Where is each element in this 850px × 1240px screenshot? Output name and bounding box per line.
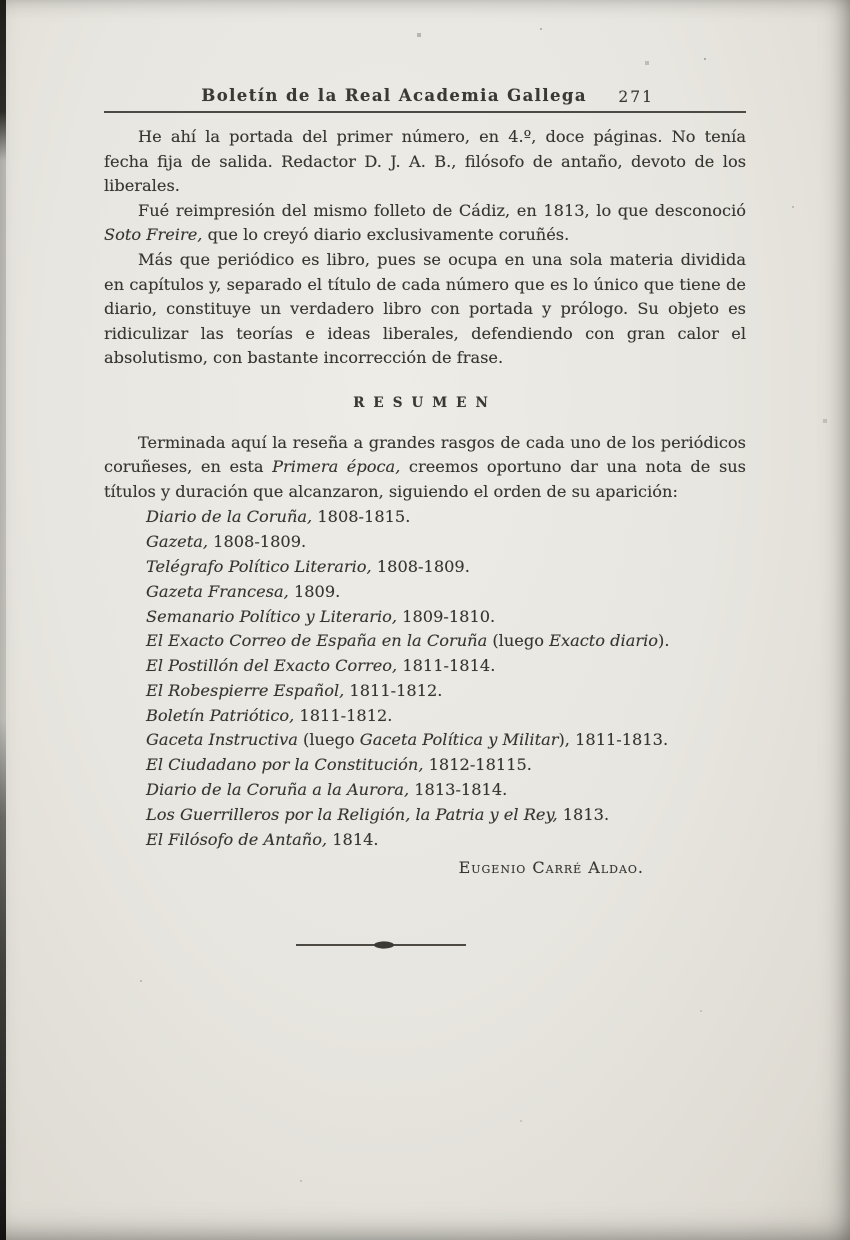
list-item	[146, 753, 746, 778]
periodical-title: El Robespierre Español,	[146, 680, 345, 700]
paragraph-3: Más que periódico es libro, pues se ocupa en una sola materia dividida en capítulos y, separado el título de cada número que es lo único que tiene de diario, constituye un verdadero libro con portada y prólogo. Su objeto es ridiculizar las teorías e ideas liberales, defendiendo con gran calor el absolutismo, con bastante incorrección de frase.	[104, 249, 746, 368]
list-item	[146, 828, 746, 853]
list-item	[146, 580, 746, 605]
text-run: (luego	[297, 730, 360, 750]
text-run: ).	[658, 631, 670, 651]
periodical-dates: 1811-1812.	[294, 705, 393, 725]
periodical-title: Semanario Político y Literario,	[146, 606, 398, 626]
list-item	[146, 629, 746, 654]
list-item	[146, 728, 746, 753]
text-run: Fué reimpresión del mismo folleto de Cádiz, en 1813, lo que desconoció	[138, 200, 746, 220]
text-run: que lo creyó diario exclusivamente coruñés.	[202, 225, 570, 245]
scan-gutter-shadow	[0, 0, 6, 1240]
periodical-dates: 1809.	[288, 581, 341, 601]
periodical-dates: 1813.	[557, 804, 610, 824]
text-run: Terminada aquí la reseña a grandes rasgos de cada uno de los periódicos coruñeses, en esta	[104, 432, 746, 477]
author-signature: Eugenio Carré Aldao.	[458, 858, 644, 878]
list-item	[146, 654, 746, 679]
section-heading-resumen: RESUMEN	[353, 394, 497, 411]
list-item	[146, 679, 746, 704]
running-header	[104, 84, 746, 113]
page-content	[104, 84, 746, 951]
periodical-dates: 1809-1810.	[397, 606, 496, 626]
list-item	[146, 555, 746, 580]
periodical-dates: 1808-1815.	[312, 507, 411, 527]
periodical-title: Boletín Patriótico,	[146, 705, 295, 725]
periodical-dates: 1808-1809.	[208, 532, 307, 552]
page-number: 271	[618, 88, 654, 106]
periodical-dates: 1814.	[327, 829, 379, 849]
journal-title: Boletín de la Real Academia Gallega	[201, 86, 587, 105]
periodicals-list	[146, 505, 746, 852]
italic-run: Soto Freire,	[104, 225, 203, 245]
periodical-dates: 1813-1814.	[409, 780, 508, 800]
divider-ornament-icon	[296, 939, 466, 951]
periodical-dates: 1811-1814.	[397, 656, 496, 676]
periodical-dates: 1812-18115.	[423, 755, 532, 775]
list-item	[146, 505, 746, 530]
periodical-title: Telégrafo Político Literario,	[146, 556, 372, 576]
periodical-title-alt: Exacto diario	[549, 631, 659, 651]
periodical-title: El Exacto Correo de España en la Coruña	[146, 631, 488, 651]
list-item	[146, 778, 746, 803]
periodical-title: Gaceta Instructiva	[146, 730, 298, 750]
paragraph-1: He ahí la portada del primer número, en 4.º, doce páginas. No tenía fecha fija de salida. Redactor D. J. A. B., filósofo de antaño, devoto de los liberales.	[104, 127, 746, 196]
periodical-title: Los Guerrilleros por la Religión, la Patria y el Rey,	[146, 804, 558, 824]
periodical-dates: 1811-1812.	[344, 680, 443, 700]
periodical-title: Gazeta Francesa,	[146, 581, 289, 601]
italic-run: Primera época,	[272, 457, 401, 477]
periodical-dates: 1808-1809.	[371, 556, 470, 576]
periodical-dates: ), 1811-1813.	[558, 730, 669, 750]
paragraph-2	[104, 199, 746, 248]
list-item	[146, 704, 746, 729]
divider	[104, 939, 746, 951]
periodical-title: El Ciudadano por la Constitución,	[146, 755, 424, 775]
periodical-title: Diario de la Coruña,	[146, 507, 313, 527]
periodical-title: Diario de la Coruña a la Aurora,	[146, 780, 410, 800]
periodical-title-alt: Gaceta Política y Militar	[359, 730, 559, 750]
periodical-title: El Postillón del Exacto Correo,	[146, 656, 398, 676]
text-run: creemos oportuno dar una nota de sus títulos y duración que alcanzaron, siguiendo el orden de su aparición:	[104, 457, 746, 501]
list-item	[146, 605, 746, 630]
periodical-title: Gazeta,	[146, 532, 208, 552]
text-run: (luego	[487, 631, 550, 651]
periodical-title: El Filósofo de Antaño,	[146, 829, 328, 849]
list-item	[146, 530, 746, 555]
list-item	[146, 803, 746, 828]
paragraph-intro	[104, 431, 746, 505]
